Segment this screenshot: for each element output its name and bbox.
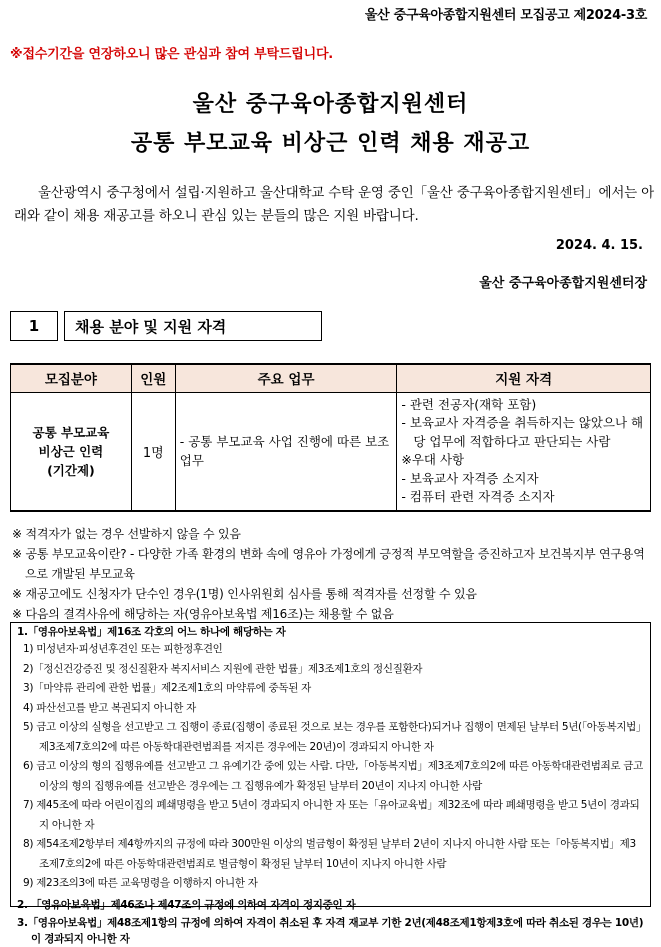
page-title: 울산 중구육아종합지원센터 [192, 92, 469, 117]
table-header-cell: 인원 [131, 364, 175, 392]
notes-list [12, 524, 652, 624]
qualification-cell [397, 392, 651, 511]
section-number: 1 [10, 311, 58, 341]
announcement-date: 2024. 4. 15. [555, 238, 643, 253]
note-item: ※ 재공고에도 신청자가 단수인 경우(1명) 인사위원회 심사를 통해 적격자를 선정할 수 있음 [12, 587, 477, 601]
field-line: (기간제) [47, 462, 95, 478]
note-item: ※ 다음의 결격사유에 해당하는 자(영유아보육법 제16조)는 채용할 수 없음 [12, 607, 394, 621]
disqualification-heading: 1.「영유아보육법」제16조 각호의 어느 하나에 해당하는 자 [17, 626, 286, 638]
note-item: ※ 적격자가 없는 경우 선발하지 않을 수 있음 [12, 527, 241, 541]
field-cell [11, 392, 132, 511]
preference-heading: ※우대 사항 [401, 452, 465, 468]
disqualification-item: 6) 금고 이상의 형의 집행유예를 선고받고 그 유예기간 중에 있는 사람. 다만,「아동복지법」제3조제7호의2에 따른 아동학대관련범죄로 금고 이상의 형의 집행유예를 선고받은 경우에는 그 집행유예가 확정된 날부터 20년이 지나지 아니한 사람 [23, 760, 643, 792]
disqualification-box [10, 622, 651, 945]
qualification-item: - 보육교사 자격증 소지자 [401, 470, 539, 486]
table-row [11, 392, 651, 511]
disqualification-heading: 2. 「영유아보육법」제46조나 제47조의 규정에 의하여 자격이 정지중인 자 [17, 898, 356, 911]
qualification-item: - 컴퓨터 관련 자격증 소지자 [401, 489, 555, 505]
qualification-item: - 보육교사 자격증을 취득하지는 않았으나 해당 업무에 적합하다고 판단되는 사람 [401, 415, 644, 449]
page-subtitle: 공통 부모교육 비상근 인력 채용 재공고 [130, 131, 531, 156]
disqualification-item: 7) 제45조에 따라 어린이집의 폐쇄명령을 받고 5년이 경과되지 아니한 자 또는「유아교육법」제32조에 따라 폐쇄명령을 받고 5년이 경과되지 아니한 자 [23, 799, 640, 831]
issuing-organization: 울산 중구육아종합지원센터장 [479, 276, 647, 291]
table-header-cell: 지원 자격 [397, 364, 651, 392]
disqualification-item: 1) 미성년자·피성년후견인 또는 피한정후견인 [23, 643, 223, 655]
table-header-cell: 주요 업무 [175, 364, 397, 392]
disqualification-item: 2)「정신건강증진 및 정신질환자 복지서비스 지원에 관한 법률」제3조제1호의 정신질환자 [23, 662, 423, 675]
disqualification-item: 5) 금고 이상의 실형을 선고받고 그 집행이 종료(집행이 종료된 것으로 보는 경우를 포함한다)되거나 집행이 면제된 날부터 5년(「아동복지법」제3조제7호의2에 따른 아동학대관련범죄를 저지른 경우에는 20년)이 경과되지 아니한 자 [23, 721, 641, 753]
note-item: ※ 공통 부모교육이란? - 다양한 가족 환경의 변화 속에 영유아 가정에게 긍정적 부모역할을 증진하고자 보건복지부 연구용역으로 개발된 부모교육 [12, 547, 645, 581]
disqualification-item: 8) 제54조제2항부터 제4항까지의 규정에 따라 300만원 이상의 벌금형이 확정된 날부터 2년이 지나지 아니한 사람 또는「아동복지법」제3조제7호의2에 따른 아동학대관련범죄로 벌금형이 확정된 날부터 10년이 지나지 아니한 사람 [23, 838, 636, 870]
duty-cell: - 공통 부모교육 사업 진행에 따른 보조 업무 [175, 392, 397, 511]
field-line: 공통 부모교육 [32, 424, 110, 440]
disqualification-item: 9) 제23조의3에 따른 교육명령을 이행하지 아니한 자 [23, 877, 258, 889]
disqualification-item: 4) 파산선고를 받고 복권되지 아니한 자 [23, 701, 197, 714]
extension-notice: ※접수기간을 연장하오니 많은 관심과 참여 부탁드립니다. [10, 47, 334, 62]
intro-paragraph: 울산광역시 중구청에서 설립·지원하고 울산대학교 수탁 운영 중인「울산 중구육아종합지원센터」에서는 아래와 같이 채용 재공고를 하오니 관심 있는 분들의 많은 지원 바랍니다. [14, 185, 654, 224]
headcount-cell: 1명 [131, 392, 175, 511]
disqualification-heading: 3.「영유아보육법」제48조제1항의 규정에 의하여 자격이 취소된 후 자격 재교부 기한 2년(제48조제1항제3호에 따라 취소된 경우는 10년)이 경과되지 아니한 자 [17, 916, 644, 945]
recruitment-table [10, 363, 651, 512]
table-header-cell: 모집분야 [11, 364, 132, 392]
qualification-item: - 관련 전공자(재학 포함) [401, 396, 537, 412]
disqualification-item: 3)「마약류 관리에 관한 법률」제2조제1호의 마약류에 중독된 자 [23, 682, 311, 694]
announcement-number: 울산 중구육아종합지원센터 모집공고 제2024-3호 [364, 8, 647, 23]
section-title: 채용 분야 및 지원 자격 [64, 311, 322, 341]
field-line: 비상근 인력 [38, 443, 104, 459]
table-header-row [11, 364, 651, 392]
